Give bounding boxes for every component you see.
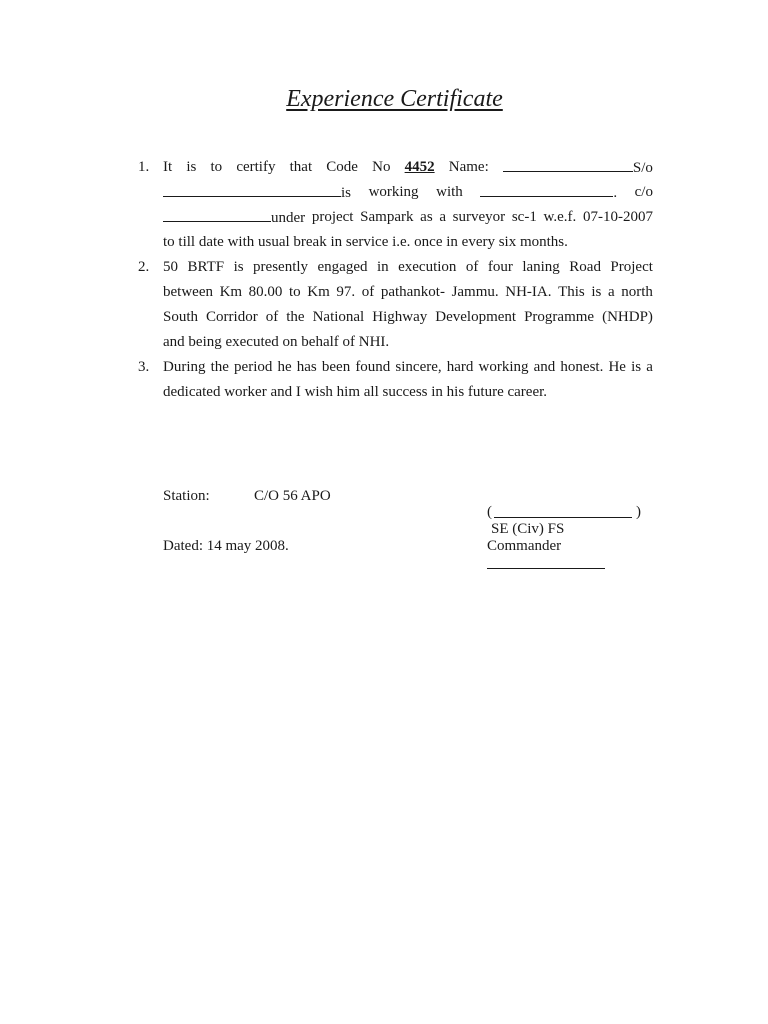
- word: sincere,: [395, 359, 442, 375]
- text-line: and being executed on behalf of NHI.: [163, 334, 390, 350]
- word: is: [591, 284, 602, 300]
- word: and: [533, 359, 556, 375]
- word: S/o: [632, 160, 653, 176]
- signature-close-paren: ): [636, 504, 641, 520]
- word: execution: [398, 259, 457, 275]
- employer-blank: [480, 180, 617, 205]
- word: South: [163, 309, 199, 325]
- word: to: [210, 159, 223, 175]
- word: sc-1: [511, 209, 537, 225]
- text-line: to till date with usual break in service i.e. once in every six months.: [163, 234, 568, 250]
- word: .: [613, 185, 618, 201]
- station-value: C/O 56 APO: [254, 488, 331, 504]
- father-name-blank: [163, 180, 351, 205]
- item-1-paragraph: [163, 155, 653, 255]
- item-3-paragraph: [163, 355, 653, 405]
- care-of-blank: [163, 205, 305, 230]
- word: the: [286, 309, 305, 325]
- document-title: Experience Certificate: [286, 86, 503, 112]
- word: Road: [569, 259, 601, 275]
- code-number: 4452: [404, 159, 435, 175]
- word: laning: [522, 259, 560, 275]
- word: (NHDP): [602, 309, 653, 325]
- word: Name:: [448, 159, 489, 175]
- word: working: [368, 184, 419, 200]
- word: of: [361, 284, 375, 300]
- word: that: [289, 159, 313, 175]
- word: presently: [253, 259, 309, 275]
- word: he: [277, 359, 292, 375]
- word: honest.: [560, 359, 604, 375]
- word: Code: [326, 159, 358, 175]
- word: is: [631, 359, 642, 375]
- word: hard: [446, 359, 474, 375]
- word: a: [607, 284, 615, 300]
- word: NH-IA.: [505, 284, 552, 300]
- word: Km: [219, 284, 243, 300]
- dated-label: Dated:: [163, 538, 203, 554]
- word: certify: [236, 159, 276, 175]
- word: of: [265, 309, 279, 325]
- word: w.e.f.: [543, 209, 577, 225]
- word: of: [465, 259, 479, 275]
- word: in: [376, 259, 389, 275]
- word: found: [355, 359, 391, 375]
- word: a: [439, 209, 446, 225]
- signatory-title: SE (Civ) FS: [491, 521, 565, 537]
- item-number-1: 1.: [138, 159, 150, 175]
- station-label: Station:: [163, 488, 210, 504]
- word: has: [296, 359, 317, 375]
- word: surveyor: [452, 209, 506, 225]
- word: Project: [610, 259, 653, 275]
- word: 07-10-2007: [582, 209, 653, 225]
- word: Jammu.: [451, 284, 499, 300]
- text-line: dedicated worker and I wish him all success in his future career.: [163, 384, 548, 400]
- word: the: [210, 359, 229, 375]
- item-number-3: 3.: [138, 359, 150, 375]
- word: National: [312, 309, 365, 325]
- word: Highway: [372, 309, 428, 325]
- word: Sampark: [360, 209, 414, 225]
- item-2-paragraph: [163, 255, 653, 355]
- word: He: [608, 359, 626, 375]
- word: Development: [435, 309, 517, 325]
- signature-line: [494, 517, 632, 518]
- word: period: [234, 359, 273, 375]
- dated-value: 14 may 2008.: [206, 538, 289, 554]
- word: c/o: [634, 184, 653, 200]
- name-field-blank: [503, 155, 653, 180]
- word: is: [233, 259, 244, 275]
- signatory-underline: [487, 568, 605, 569]
- word: between: [163, 284, 213, 300]
- word: as: [420, 209, 433, 225]
- word: 97.: [336, 284, 356, 300]
- word: to: [289, 284, 301, 300]
- word: a: [646, 359, 653, 375]
- word: Corridor: [206, 309, 258, 325]
- word: Programme: [524, 309, 595, 325]
- item-number-2: 2.: [138, 259, 150, 275]
- word: working: [478, 359, 529, 375]
- word: north: [621, 284, 653, 300]
- signature-open-paren: (: [487, 504, 492, 520]
- signatory-role: Commander: [487, 538, 562, 554]
- word: pathankot-: [380, 284, 445, 300]
- word: 50: [163, 259, 178, 275]
- word: This: [558, 284, 585, 300]
- word: project: [311, 209, 354, 225]
- dated-line: [163, 537, 289, 555]
- word: During: [163, 359, 206, 375]
- word: four: [487, 259, 513, 275]
- word: under: [271, 210, 306, 226]
- word: It: [163, 159, 173, 175]
- word: is: [341, 185, 352, 201]
- word: BRTF: [187, 259, 225, 275]
- word: with: [436, 184, 463, 200]
- word: is: [186, 159, 197, 175]
- word: engaged: [317, 259, 368, 275]
- word: No: [372, 159, 391, 175]
- word: been: [321, 359, 351, 375]
- word: Km: [307, 284, 330, 300]
- word: 80.00: [248, 284, 283, 300]
